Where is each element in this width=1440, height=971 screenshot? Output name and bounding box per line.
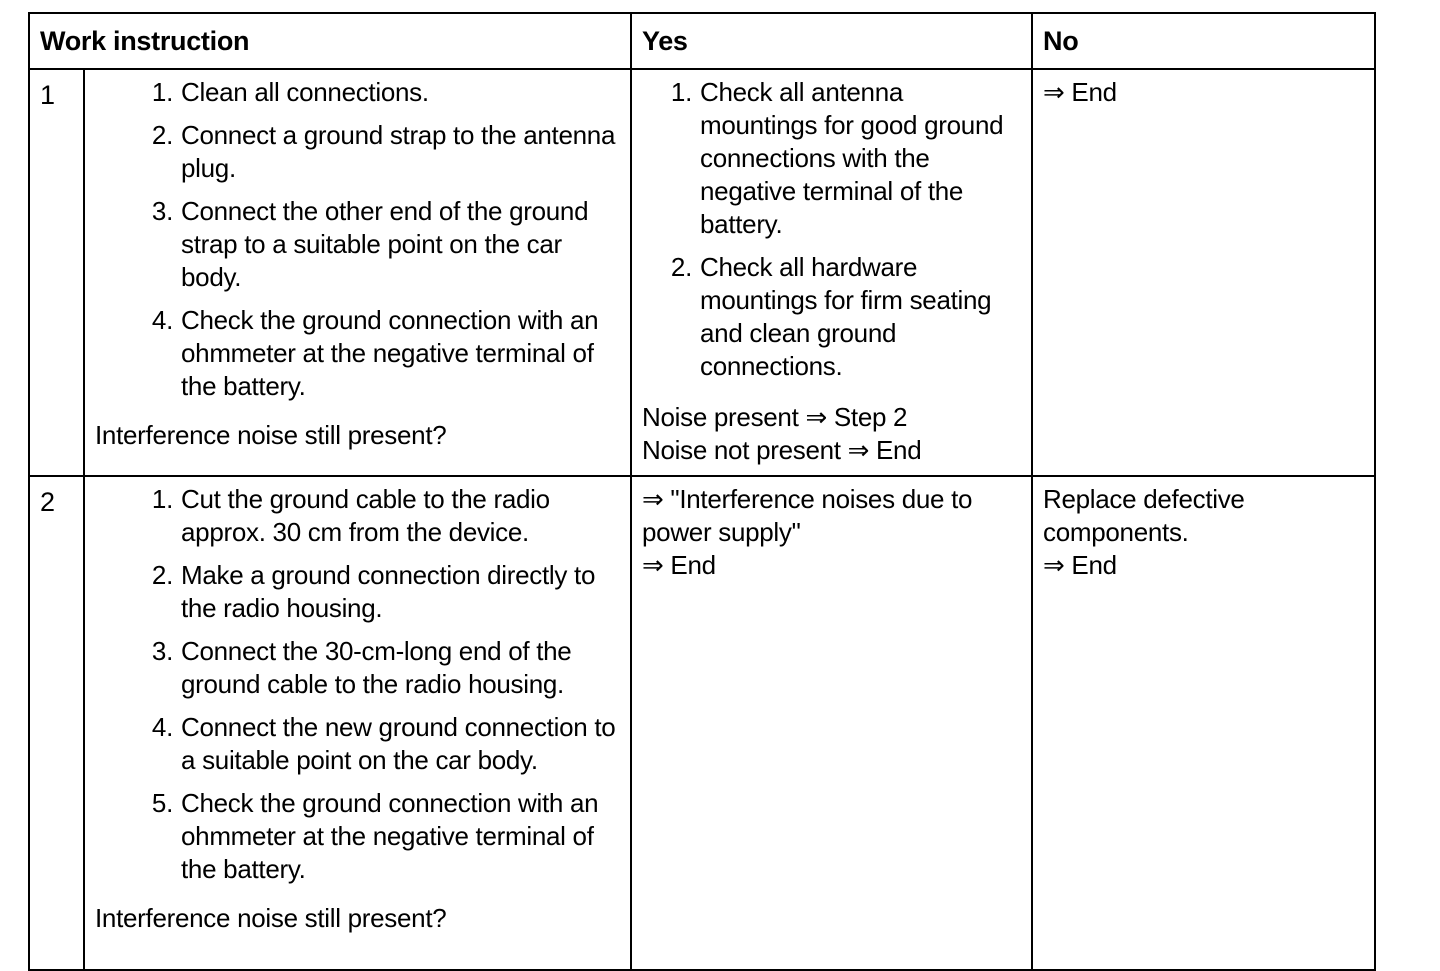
work-instruction-cell	[84, 69, 631, 476]
no-cell	[1032, 69, 1375, 476]
yes-result-1: Noise present ⇒ Step 2	[642, 402, 908, 432]
work-instruction-table	[28, 12, 1376, 971]
table-row	[29, 476, 1375, 970]
header-work-instruction: Work instruction	[29, 13, 631, 69]
step-number: 1	[29, 69, 84, 476]
list-item	[139, 483, 620, 549]
header-no: No	[1032, 13, 1375, 69]
list-item	[139, 304, 620, 403]
list-item-number: 2.	[670, 252, 692, 282]
list-item-number: 1.	[151, 77, 173, 107]
list-item-text: Clean all connections.	[181, 77, 429, 107]
list-item	[139, 195, 620, 294]
list-item	[139, 787, 620, 886]
list-item-text: Check all hardware mountings for firm seating and clean ground connections.	[700, 252, 992, 381]
list-item-text: Connect a ground strap to the antenna plug.	[181, 120, 616, 183]
work-instruction-cell	[84, 476, 631, 970]
list-item	[139, 76, 620, 109]
list-item-text: Connect the other end of the ground strap to a suitable point on the car body.	[181, 196, 589, 292]
no-result: ⇒ End	[1043, 77, 1117, 107]
yes-cell	[631, 476, 1032, 970]
list-item-number: 3.	[151, 196, 173, 226]
list-item-text: Cut the ground cable to the radio approx. 30 cm from the device.	[181, 484, 550, 547]
yes-result-2: ⇒ End	[642, 550, 716, 580]
question-text: Interference noise still present?	[95, 420, 447, 450]
instruction-list	[95, 76, 620, 403]
yes-list	[642, 76, 1021, 383]
list-item-number: 1.	[151, 484, 173, 514]
no-result-2: ⇒ End	[1043, 550, 1117, 580]
no-cell	[1032, 476, 1375, 970]
list-item-number: 5.	[151, 788, 173, 818]
list-item	[139, 711, 620, 777]
list-item-number: 4.	[151, 712, 173, 742]
list-item-number: 2.	[151, 560, 173, 590]
list-item	[139, 635, 620, 701]
list-item-number: 1.	[670, 77, 692, 107]
yes-result-1: ⇒ "Interference noises due to power supply"	[642, 484, 973, 547]
table-row	[29, 69, 1375, 476]
list-item-number: 2.	[151, 120, 173, 150]
instruction-list	[95, 483, 620, 886]
header-row	[29, 13, 1375, 69]
list-item	[139, 119, 620, 185]
list-item	[658, 76, 1021, 241]
list-item-text: Check the ground connection with an ohmmeter at the negative terminal of the battery.	[181, 305, 599, 401]
list-item-number: 3.	[151, 636, 173, 666]
yes-result-2: Noise not present ⇒ End	[642, 435, 922, 465]
list-item-text: Check the ground connection with an ohmmeter at the negative terminal of the battery.	[181, 788, 599, 884]
list-item-text: Connect the 30-cm-long end of the ground cable to the radio housing.	[181, 636, 572, 699]
yes-cell	[631, 69, 1032, 476]
list-item-text: Connect the new ground connection to a suitable point on the car body.	[181, 712, 616, 775]
question-text: Interference noise still present?	[95, 903, 447, 933]
list-item	[658, 251, 1021, 383]
header-yes: Yes	[631, 13, 1032, 69]
list-item-number: 4.	[151, 305, 173, 335]
list-item	[139, 559, 620, 625]
step-number: 2	[29, 476, 84, 970]
list-item-text: Check all antenna mountings for good ground connections with the negative terminal of the battery.	[700, 77, 1004, 239]
list-item-text: Make a ground connection directly to the radio housing.	[181, 560, 596, 623]
no-result-1: Replace defective components.	[1043, 484, 1245, 547]
